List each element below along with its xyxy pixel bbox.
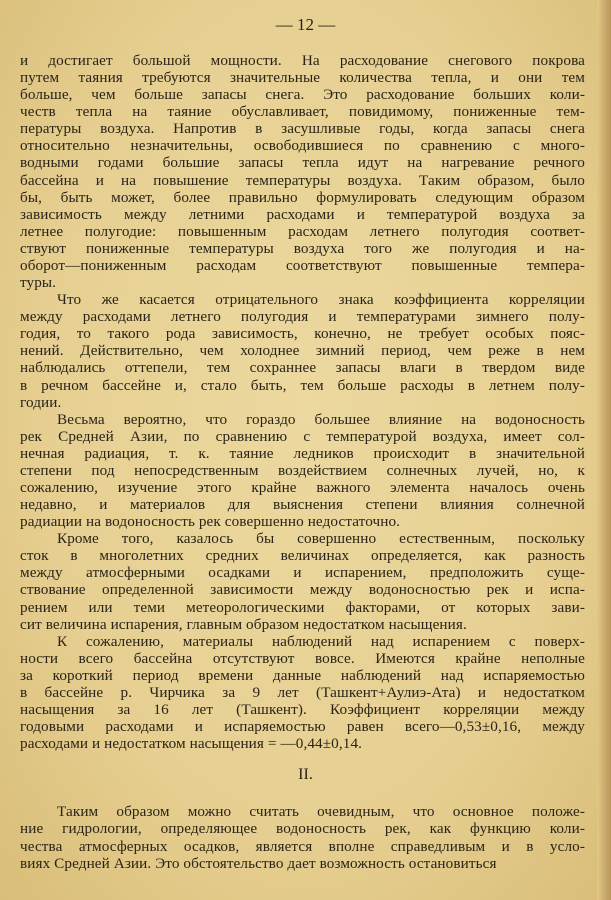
text-line: бассейна и на повышение температуры воздуха. Таким образом, было <box>20 171 585 189</box>
text-line: водными годами большие запасы тепла идут на нагревание речного <box>20 154 585 172</box>
text-line: рек Средней Азии, по сравнению с температурой воздуха, имеет сол- <box>20 427 585 445</box>
text-line: в бассейне р. Чирчика за 9 лет (Ташкент+Аулиэ-Ата) и недостатком <box>20 683 585 701</box>
text-line: летнее полугодие: повышенным расходам летнего полугодия соответ- <box>20 222 585 240</box>
text-line: ствуют пониженные температуры воздуха того же полугодия и на- <box>20 239 585 257</box>
text-line: сит величина испарения, главным образом недостатком насыщения. <box>20 615 467 633</box>
text-line: между атмосферными осадками и испарением, предположить суще- <box>20 564 585 582</box>
text-line: наблюдались оттепели, тем сохраннее запасы влаги в твердом виде <box>20 359 585 377</box>
text-line: между расходами летнего полугодия и температурами зимнего полу- <box>20 308 585 326</box>
text-line: ствование определенной зависимости между водоносностью рек и испа- <box>20 581 585 599</box>
text-line: сожалению, изучение этого крайне важного элемента началось очень <box>20 479 585 496</box>
text-line: годии. <box>20 393 62 411</box>
text-line: бы, быть может, более правильно формулировать следующим образом <box>20 188 585 206</box>
text-line: относительно незначительны, освободившиеся по сравнению с много- <box>20 137 585 155</box>
text-line: зависимость между летними расходами и температурой воздуха за <box>20 205 585 223</box>
text-line: радиации на водоносность рек совершенно недостаточно. <box>20 513 401 531</box>
text-line: больше, чем больше запасы снега. Это расходование больших коли- <box>20 86 585 104</box>
text-line: в речном бассейне и, стало быть, тем больше расходы в летнем полу- <box>20 376 585 394</box>
text-line: честв тепла на таяние обуславливает, повидимому, пониженные тем- <box>20 103 585 121</box>
text-line: годовыми расходами и испаряемостью равен всего—0,53±0,16, между <box>20 718 585 736</box>
text-line: чества атмосферных осадков, является вполне справедливым и в усло- <box>20 837 585 855</box>
text-line: расходами и недостатком насыщения = —0,44±0,14. <box>20 735 363 753</box>
text-line: ние гидрологии, определяющее водоносность рек, как функцию коли- <box>20 820 585 838</box>
section-heading: II. <box>298 766 313 783</box>
text-line: Кроме того, казалось бы совершенно естественным, поскольку <box>57 530 585 548</box>
text-line: К сожалению, материалы наблюдений над испарением с поверх- <box>57 632 585 650</box>
text-line: степени под непосредственным воздействием солнечных лучей, но, к <box>20 461 585 479</box>
text-line: Весьма вероятно, что гораздо большее влияние на водоносность <box>57 410 585 428</box>
text-line: за короткий период времени данные наблюдений над испаряемостью <box>20 666 585 684</box>
text-line: туры. <box>20 274 57 292</box>
text-line: путем таяния требуются значительные количества тепла, и они тем <box>20 69 585 87</box>
text-line: рением или теми метеорологическими факторами, от которых зави- <box>20 598 585 616</box>
text-line: сток в многолетних средних величинах определяется, как разность <box>20 547 585 565</box>
page-edge <box>597 0 611 900</box>
text-line: пературы воздуха. Напротив в засушливые годы, когда запасы снега <box>20 120 585 138</box>
text-line: виях Средней Азии. Это обстоятельство дает возможность остановиться <box>20 854 497 872</box>
text-line: и достигает большой мощности. На расходование снегового покрова <box>20 52 585 69</box>
page-number: — 12 — <box>275 15 336 34</box>
text-line: Таким образом можно считать очевидным, что основное положе- <box>57 803 585 820</box>
text-line: нений. Действительно, чем холоднее зимний период, чем реже в нем <box>20 342 585 360</box>
text-line: годия, то такого рода зависимость, конечно, не требует особых пояс- <box>20 325 585 343</box>
text-line: ности всего бассейна отсутствуют вовсе. Имеются крайне неполные <box>20 649 585 667</box>
text-line: недавно, и материалов для выяснения степени влияния солнечной <box>20 496 585 514</box>
text-line: насыщения за 16 лет (Ташкент). Коэффициент корреляции между <box>20 701 585 719</box>
text-line: нечная радиация, т. к. таяние ледников происходит в значительной <box>20 444 585 462</box>
text-line: оборот—пониженным расходам соответствуют повышенные темпера- <box>20 256 585 274</box>
text-line: Что же касается отрицательного знака коэффициента корреляции <box>57 291 585 309</box>
